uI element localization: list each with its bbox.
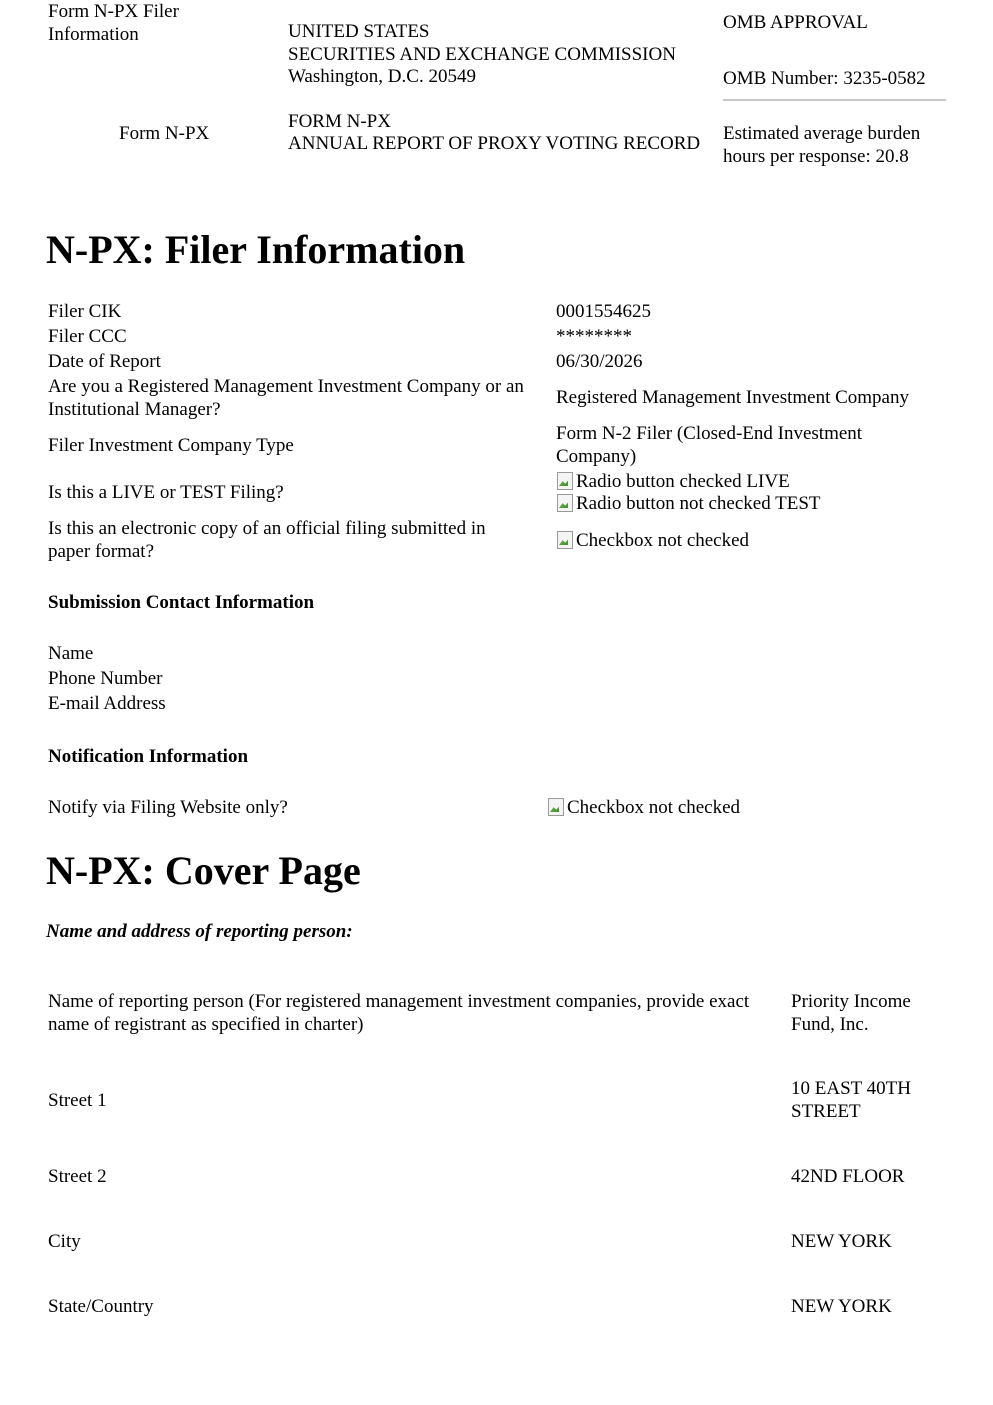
street1-value: 10 EAST 40TH STREET [791,1078,911,1122]
contact-email-label: E-mail Address [48,693,166,714]
reporting-person-name-label: Name of reporting person (For registered management investment companies, provide exact name of registrant as specified in charter) [48,991,750,1035]
test-radio[interactable] [556,493,956,516]
checkbox-unchecked-icon [556,530,576,549]
reporting-person-name-value: Priority Income Fund, Inc. [791,991,911,1035]
paper-copy-alt: Checkbox not checked [576,530,750,551]
omb-divider [723,99,946,101]
omb-number: OMB Number: 3235-0582 [723,67,926,89]
agency-line-1: UNITED STATES [288,21,430,42]
investment-company-type-value: Form N-2 Filer (Closed-End Investment Company) [556,423,863,467]
state-country-label: State/Country [48,1296,154,1317]
paper-copy-checkbox[interactable] [556,530,956,553]
contact-name-label: Name [48,643,94,664]
notify-website-label: Notify via Filing Website only? [48,797,288,818]
radio-unchecked-icon [556,493,576,512]
paper-copy-label: Is this an electronic copy of an official filing submitted in paper format? [48,518,486,562]
filer-info-heading: N-PX: Filer Information [46,227,466,272]
street2-label: Street 2 [48,1166,107,1187]
contact-phone-label: Phone Number [48,668,163,689]
burden-estimate: Estimated average burden hours per response: 20.8 [723,123,921,167]
form-title-line-1: FORM N-PX [288,110,391,132]
street2-value: 42ND FLOOR [791,1166,905,1187]
company-type-answer: Registered Management Investment Company [556,387,909,408]
form-title-line-2: ANNUAL REPORT OF PROXY VOTING RECORD [288,133,701,154]
date-of-report-label: Date of Report [48,351,161,372]
live-radio-alt: Radio button checked LIVE [576,471,790,492]
test-radio-alt: Radio button not checked TEST [576,493,821,514]
city-value: NEW YORK [791,1231,892,1252]
agency-block [288,21,718,156]
company-type-question-label: Are you a Registered Management Investment Company or an Institutional Manager? [48,376,524,420]
live-radio[interactable] [556,471,956,494]
city-label: City [48,1231,81,1252]
contact-info-heading: Submission Contact Information [48,592,315,613]
radio-checked-icon [556,471,576,490]
live-test-label: Is this a LIVE or TEST Filing? [48,482,284,503]
filer-ccc-value: ******** [556,326,632,347]
omb-block [723,12,948,168]
notify-website-alt: Checkbox not checked [567,797,741,818]
date-of-report-value: 06/30/2026 [556,351,643,372]
agency-line-3: Washington, D.C. 20549 [288,66,476,87]
filer-cik-label: Filer CIK [48,301,122,322]
street1-label: Street 1 [48,1090,107,1111]
notify-website-checkbox[interactable] [547,797,740,820]
filer-ccc-label: Filer CCC [48,326,127,347]
omb-approval: OMB APPROVAL [723,12,868,33]
form-label: Form N-PX [119,123,210,144]
state-country-value: NEW YORK [791,1296,892,1317]
checkbox-unchecked-icon [547,797,567,816]
filer-cik-value: 0001554625 [556,301,651,322]
reporting-person-subheading: Name and address of reporting person: [46,921,353,942]
notification-heading: Notification Information [48,746,249,767]
agency-line-2: SECURITIES AND EXCHANGE COMMISSION [288,43,676,65]
investment-company-type-label: Filer Investment Company Type [48,435,294,456]
form-filer-info-title: Form N-PX Filer Information [48,1,179,45]
cover-page-heading: N-PX: Cover Page [46,848,361,893]
